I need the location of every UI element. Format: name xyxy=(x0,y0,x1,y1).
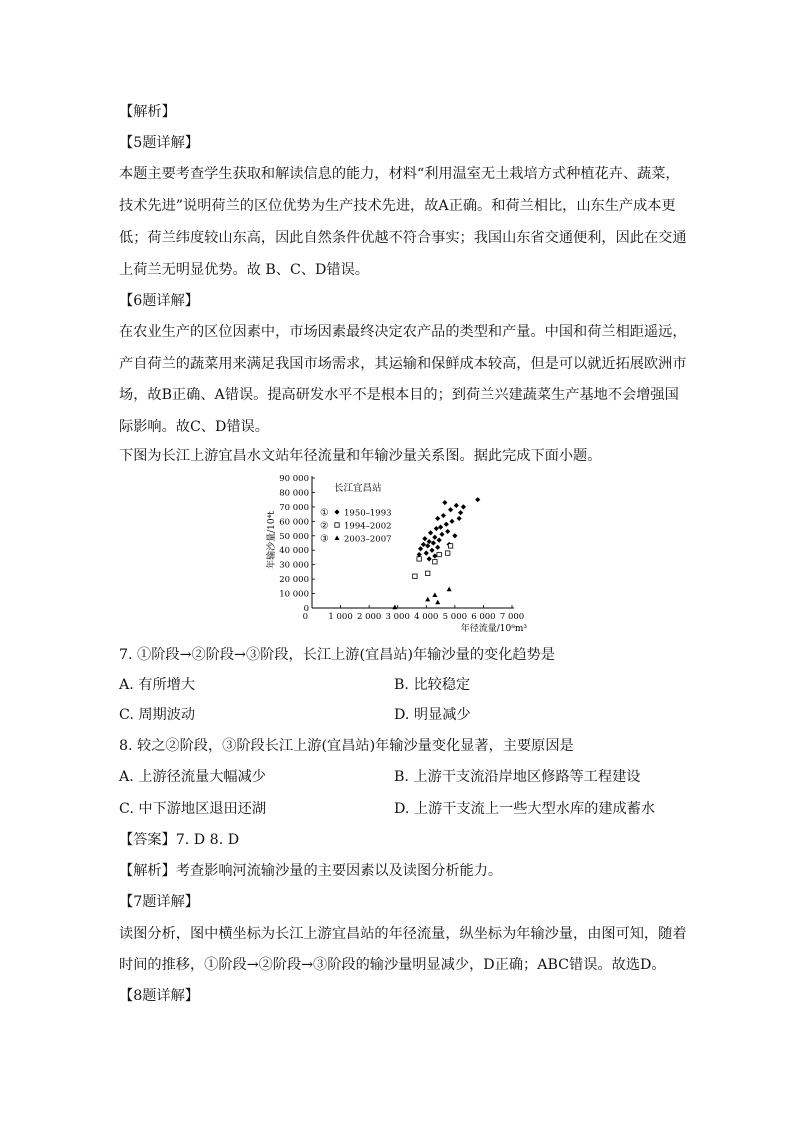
q6-line-1: 在农业生产的区位因素中，市场因素最终决定农产品的类型和产量。中国和荷兰相距遥远， xyxy=(119,324,687,340)
data-point xyxy=(448,544,452,548)
data-point xyxy=(439,532,444,537)
legend-number: ② xyxy=(320,520,329,532)
x-tick-label: 6 000 xyxy=(471,612,496,622)
answer-line: 【答案】7. D 8. D xyxy=(119,832,240,848)
q7-line-1: 读图分析，图中横坐标为长江上游宜昌站的年径流量，纵坐标为年输沙量，由图可知，随着 xyxy=(119,926,687,942)
data-point xyxy=(421,542,426,547)
data-point xyxy=(452,533,457,538)
data-point xyxy=(437,552,441,556)
data-point xyxy=(425,597,430,602)
y-tick-label: 80 000 xyxy=(279,488,309,499)
chart-title: 长江宜昌站 xyxy=(334,483,382,494)
data-point xyxy=(458,510,463,515)
x-tick-label: 1 000 xyxy=(328,612,353,622)
data-point xyxy=(424,551,429,556)
y-tick-label: 70 000 xyxy=(279,502,309,513)
q8-option-d: D. 上游干支流上一些大型水库的建成蓄水 xyxy=(394,801,656,817)
y-tick-label: 10 000 xyxy=(279,589,309,600)
x-axis-label: 年径流量/10⁸m³ xyxy=(460,624,527,634)
q5-line-3: 低；荷兰纬度较山东高，因此自然条件优越不符合事实；我国山东省交通便利，因此在交通 xyxy=(119,230,687,246)
q6-line-2: 产自荷兰的蔬菜用来满足我国市场需求，其运输和保鲜成本较高，但是可以就近拓展欧洲市 xyxy=(119,356,687,372)
data-point xyxy=(438,525,443,530)
q7-option-a: A. 有所增大 xyxy=(119,677,196,693)
q7-option-d: D. 明显减少 xyxy=(394,707,471,723)
q8-stem: 8. 较之②阶段，③阶段长江上游(宜昌站)年输沙量变化显著，主要原因是 xyxy=(119,738,574,754)
q8-option-a: A. 上游径流量大幅减少 xyxy=(119,769,266,785)
data-point xyxy=(432,535,437,540)
data-point xyxy=(428,530,433,535)
x-tick-label: 0 xyxy=(302,612,308,622)
y-tick-label: 40 000 xyxy=(279,546,309,557)
legend-marker xyxy=(335,535,340,540)
data-point xyxy=(448,507,453,512)
data-point xyxy=(429,548,434,553)
data-point xyxy=(446,551,450,555)
y-tick-label: 30 000 xyxy=(279,560,309,571)
x-tick-label: 4 000 xyxy=(414,612,439,622)
data-point xyxy=(445,529,450,534)
y-tick-label: 50 000 xyxy=(279,531,309,542)
q5-line-4: 上荷兰无明显优势。故 B、C、D错误。 xyxy=(119,262,369,278)
data-point xyxy=(432,592,437,597)
legend-number: ① xyxy=(320,507,329,519)
y-tick-label: 20 000 xyxy=(279,575,309,586)
data-point xyxy=(434,526,439,531)
analysis-heading: 【解析】 xyxy=(119,104,176,120)
legend-marker xyxy=(335,523,339,527)
data-point xyxy=(433,560,437,564)
data-point xyxy=(431,540,436,545)
q6-line-3: 场，故B正确、A错误。提高研发水平不是根本目的；到荷兰兴建蔬菜生产基地不会增强国 xyxy=(119,387,679,403)
q5-heading: 【5题详解】 xyxy=(119,135,199,151)
q7-option-b: B. 比较稳定 xyxy=(394,677,471,693)
q7-stem: 7. ①阶段→②阶段→③阶段，长江上游(宜昌站)年输沙量的变化趋势是 xyxy=(119,647,555,663)
data-point xyxy=(437,538,442,543)
q8-heading: 【8题详解】 xyxy=(119,988,199,1004)
y-axis-label: 年输沙量/10⁴t xyxy=(267,511,277,569)
y-tick-label: 90 000 xyxy=(279,474,309,484)
q5-line-2: 技术先进”说明荷兰的区位优势为生产技术先进，故A正确。和荷兰相比，山东生产成本更 xyxy=(119,198,676,214)
intro-line: 下图为长江上游宜昌水文站年径流量和年输沙量关系图。据此完成下面小题。 xyxy=(119,448,602,464)
data-point xyxy=(435,545,440,550)
q7-option-c: C. 周期波动 xyxy=(119,707,196,723)
q5-line-1: 本题主要考查学生获取和解读信息的能力，材料“利用温室无土栽培方式种植花卉、蔬菜， xyxy=(119,166,680,182)
analysis2-line: 【解析】考查影响河流输沙量的主要因素以及读图分析能力。 xyxy=(119,863,503,879)
x-tick-label: 7 000 xyxy=(499,612,525,622)
data-point xyxy=(444,522,449,527)
data-point xyxy=(418,546,423,551)
data-point xyxy=(457,516,462,521)
q7-heading: 【7题详解】 xyxy=(119,894,199,910)
q6-line-4: 际影响。故C、D错误。 xyxy=(119,419,269,435)
q8-option-b: B. 上游干支流沿岸地区修路等工程建设 xyxy=(394,769,641,785)
data-point xyxy=(425,543,430,548)
x-tick-label: 5 000 xyxy=(442,612,468,622)
x-tick-label: 2 000 xyxy=(356,612,382,622)
legend-number: ③ xyxy=(320,533,329,545)
data-point xyxy=(413,574,417,578)
data-point xyxy=(417,557,421,561)
legend-label: 1950–1993 xyxy=(344,508,392,519)
data-point xyxy=(422,536,427,541)
legend-marker xyxy=(334,509,339,514)
legend-label: 1994–2002 xyxy=(344,521,392,532)
q7-line-2: 时间的推移，①阶段→②阶段→③阶段的输沙量明显减少，D正确；ABC错误。故选D。 xyxy=(119,957,666,973)
data-point xyxy=(442,500,447,505)
data-point xyxy=(461,504,466,509)
data-point xyxy=(441,513,446,518)
data-point xyxy=(435,516,440,521)
scatter-chart xyxy=(262,468,538,640)
data-point xyxy=(449,519,454,524)
data-point xyxy=(427,539,432,544)
data-point xyxy=(454,503,459,508)
q6-heading: 【6题详解】 xyxy=(119,293,199,309)
data-point xyxy=(475,497,480,502)
y-tick-label: 0 xyxy=(303,604,309,614)
data-point xyxy=(426,571,430,575)
data-point xyxy=(392,605,397,610)
data-point xyxy=(427,556,432,561)
legend-label: 2003–2007 xyxy=(344,534,392,545)
y-tick-label: 60 000 xyxy=(279,517,309,528)
data-point xyxy=(435,600,440,605)
data-point xyxy=(447,587,452,592)
q8-option-c: C. 中下游地区退田还湖 xyxy=(119,801,267,817)
x-tick-label: 3 000 xyxy=(385,612,410,622)
